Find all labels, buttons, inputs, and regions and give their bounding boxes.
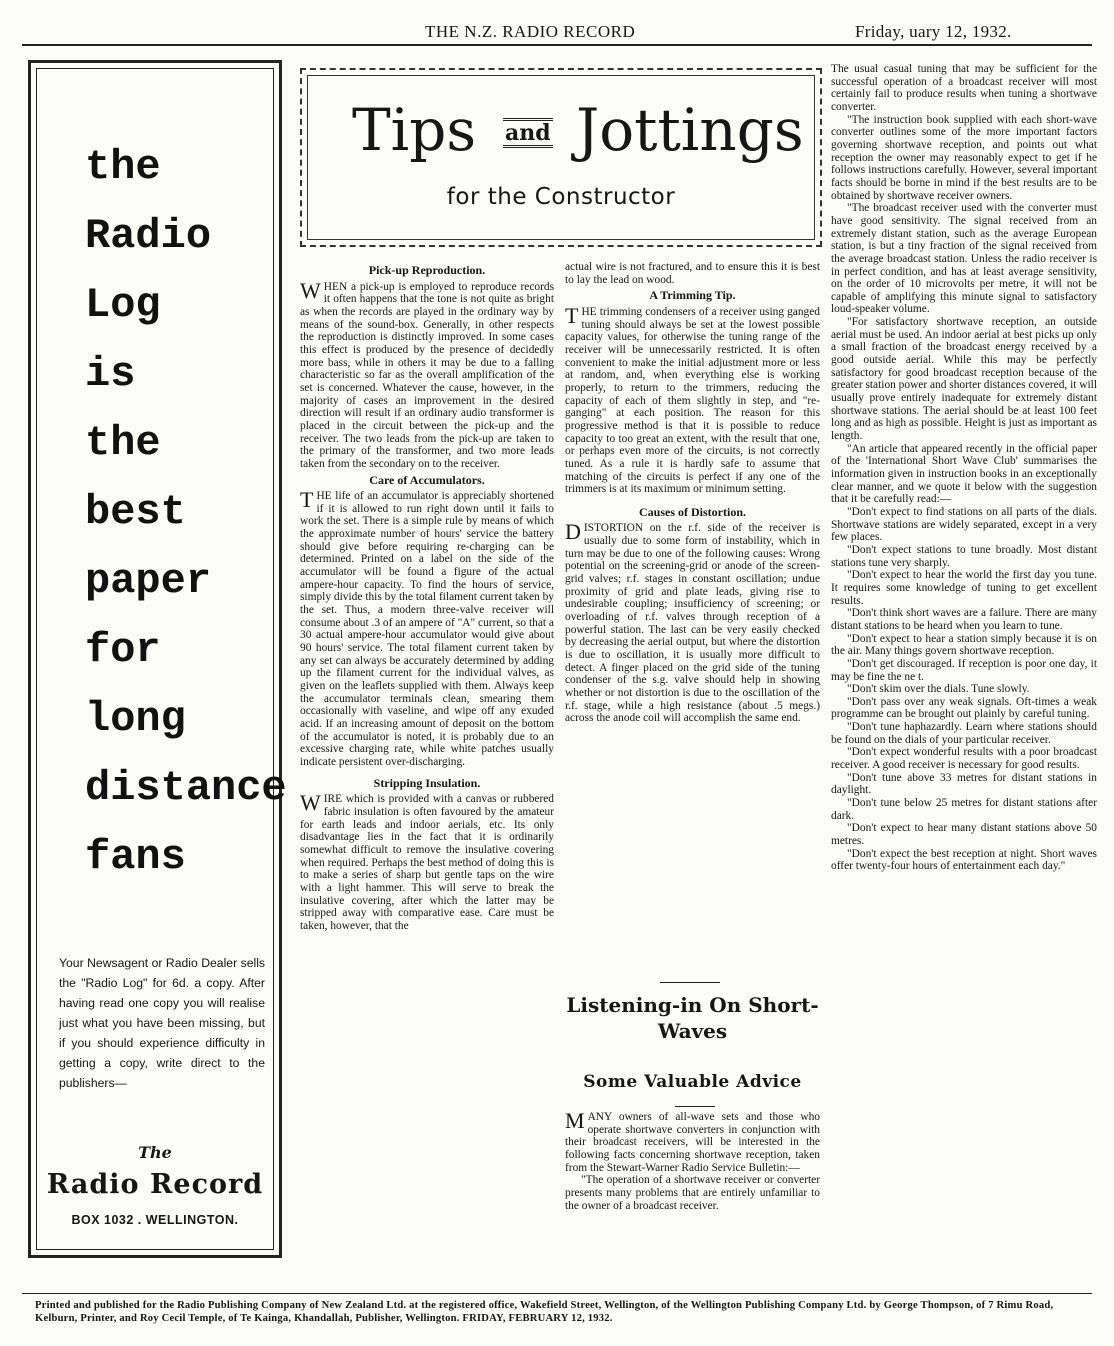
- drop-cap: T: [565, 302, 579, 328]
- section-heading: Care of Accumulators.: [369, 472, 485, 487]
- article-paragraph: "Don't get discouraged. If reception is poor one day, it may be fine the ne t.: [831, 657, 1097, 683]
- article-paragraph: [565, 519, 820, 725]
- advert-word: for: [85, 626, 161, 674]
- section-heading: Causes of Distortion.: [639, 504, 746, 519]
- section-heading: A Trimming Tip.: [649, 288, 736, 303]
- title-and: and: [505, 120, 551, 146]
- advert-word: paper: [85, 557, 212, 605]
- section-divider: [675, 1106, 715, 1107]
- advice-subheading: Some Valuable Advice: [583, 1072, 802, 1092]
- radio-log-advert: [28, 60, 287, 1258]
- column-3: [831, 63, 1097, 873]
- advert-body: Your Newsagent or Radio Dealer sells the "Radio Log" for 6d. a copy. After having read one copy you will realise just what you have been missing, but if you should experience difficulty in getting a copy, write direct to the publishers—: [59, 956, 265, 1090]
- advert-word: fans: [85, 833, 186, 881]
- advert-word: the: [85, 419, 161, 467]
- paragraph-text: HE trimming condensers of a receiver using ganged tuning should always be set at the lowest possible capacity values, for otherwise the tuning range of the receiver will be unnecessarily restricted. It is often convenient to make the initial adjustment more or less at random, and, when everything else is working properly, to return to the trimmers, reducing the capacity of each of them slightly in step, and "re-ganging" at each position. The reason for this progressive method is that it is possible to reduce capacity to too great an extent, with the result that one, or perhaps even more of the circuits, is not correctly tuned. As a rule it is hardly safe to assume that matching of the circuits is perfect if any one of the trimmers is at its maximum or minimum setting.: [565, 305, 820, 496]
- advert-word: distance: [85, 764, 287, 812]
- title-tips: Tips: [352, 96, 477, 164]
- advert-word: long: [85, 695, 186, 743]
- article-paragraph: "For satisfactory shortwave reception, an outside aerial must be used. An indoor aerial at best picks up only a small fraction of the broadcast energy received by a good outside aerial. While this may be perfectly satisfactory for good broadcast reception because of the greater station power and shorter distances covered, it will usually prove entirely inadequate for extremely distant shortwave stations. The aerial should be at least 100 feet long and as high as possible. Height is just as important as length.: [831, 316, 1098, 443]
- advert-word: Radio: [85, 212, 212, 260]
- header-rule: [22, 44, 1092, 46]
- title-subtitle: for the Constructor: [446, 184, 676, 210]
- column-2: [565, 261, 820, 725]
- section-heading: Pick-up Reproduction.: [368, 263, 486, 277]
- article-paragraph: "Don't tune above 33 metres for distant stations in daylight.: [831, 771, 1097, 797]
- article-paragraph: [565, 1108, 820, 1174]
- article-paragraph: "Don't expect to hear the world the first day you tune. It requires some knowledge of tuning to get excellent results.: [831, 569, 1097, 607]
- advert-headline: [85, 133, 287, 892]
- article-paragraph: [300, 487, 554, 768]
- section-heading: Stripping Insulation.: [373, 775, 481, 790]
- article-paragraph: "The broadcast receiver used with the converter must have good sensitivity. The signal received from an extremely distant station, such as the average European station, is but a tiny fraction of the signal received from the average broadcast station. Unless the radio receiver is in perfect condition, and has at least average sensitivity, on the order of 10 microvolts per metre, it will not be capable of amplifying this minute signal to satisfactory loud-speaker volume.: [831, 202, 1097, 316]
- drop-cap: T: [300, 487, 314, 513]
- title-box-inner: [307, 75, 815, 240]
- article-paragraph: "The operation of a shortwave receiver or converter presents many problems that are entirely unfamiliar to the owner of a broadcast receiver.: [565, 1174, 820, 1212]
- advert-the: The: [138, 1143, 172, 1162]
- title-jottings: Jottings: [576, 96, 804, 164]
- advert-brand: Radio Record: [46, 1169, 264, 1200]
- paragraph-text: ANY owners of all-wave sets and those who operate shortwave converters in conjunction with their broadcast receivers, will be interested in the following facts concerning shortwave reception, taken from the Stewart-Warner Radio Service Bulletin:—: [565, 1111, 820, 1174]
- article-paragraph: "Don't tune below 25 metres for distant stations after dark.: [831, 797, 1097, 822]
- title-box: [300, 68, 822, 247]
- article-paragraph: "Don't expect to hear a station simply because it is on the air. Many things govern shortwave reception.: [831, 632, 1097, 658]
- imprint-footer: Printed and published for the Radio Publishing Company of New Zealand Ltd. at the registered office, Wakefield Street, Wellington, of the Wellington Publishing Company Ltd. by George Thompson, of 7 Rimu Road, Kelburn, Printer, and Roy Cecil Temple, of Te Kainga, Khandallah, Publisher, Wellington. FRIDAY, FEBRUARY 12, 1932.: [35, 1300, 1054, 1324]
- issue-date: Friday, uary 12, 1932.: [855, 22, 1012, 41]
- drop-cap: W: [300, 277, 321, 303]
- article-paragraph: "The instruction book supplied with each short-wave converter outlines some of the more important factors governing shortwave reception, and points out what reception the owner may reasonably expect to get if he follows instructions carefully. However, several important facts should be borne in mind if the best results are to be obtained by shortwave receiver owners.: [831, 113, 1097, 202]
- advert-address: BOX 1032 . WELLINGTON.: [71, 1213, 239, 1227]
- article-paragraph: "An article that appeared recently in the official paper of the 'International Short Wave Club' summarises the information given in instruction books in an exceptionally clear manner, and we quote it below with the suggestion that it be carefully read:—: [831, 442, 1097, 506]
- article-paragraph: [300, 277, 554, 471]
- article-paragraph: "Don't skim over the dials. Tune slowly.: [847, 683, 1030, 696]
- listening-heading: Listening-in On Short-Waves: [566, 993, 819, 1043]
- paragraph-text: HEN a pick-up is employed to reproduce records it often happens that the tone is not quite as bright as when the records are played in the ordinary way by means of the sound-box. Generally, in other respects the reproduction is distinctly improved. In some cases this effect is produced by the presence of decidedly more bass, while in others it may be due to a falling characteristic so far as the overall amplification of the set is concerned. Whatever the cause, however, in the majority of cases an improvement in the desired direction will result if an ordinary audio transformer is placed in the circuit between the pick-up and the receiver. The two leads from the pick-up are taken to the primary of the transformer, and two more leads taken from the secondary on to the receiver.: [300, 280, 554, 470]
- article-paragraph: The usual casual tuning that may be sufficient for the successful operation of a broadcast receiver will most certainly fail to produce results when tuning a shortwave converter.: [831, 63, 1097, 113]
- footer-rule: [22, 1293, 1092, 1294]
- article-paragraph: actual wire is not fractured, and to ensure this it is best to lay the lead on wood.: [565, 261, 820, 286]
- paragraph-text: IRE which is provided with a canvas or rubbered fabric insulation is often favoured by the amateur for earth leads and indoor aerials, etc. Its only disadvantage lies in the fact that it is ordinarily somewhat difficult to remove the insulative covering when required. Perhaps the best method of doing this is to make a series of sharp but gentle taps on the wire with a light hammer. This will serve to break the insulative covering, after which the latter may be stripped away with comparative ease. Care must be taken, however, that the: [300, 793, 554, 932]
- drop-cap: D: [565, 519, 581, 545]
- drop-cap: M: [565, 1108, 585, 1133]
- column-1: [300, 261, 554, 932]
- section-divider: [660, 982, 720, 983]
- article-paragraph: "Don't expect the best reception at night. Short waves offer twenty-four hours of entertainment each day.": [831, 847, 1097, 873]
- article-paragraph: [300, 790, 554, 932]
- advert-word: Log: [85, 281, 161, 329]
- article-paragraph: "Don't expect to hear many distant stations above 50 metres.: [831, 822, 1097, 848]
- article-paragraph: "Don't tune haphazardly. Learn where stations should be found on the dials of your particular receiver.: [831, 721, 1097, 746]
- column-2-continued: [565, 1108, 820, 1212]
- drop-cap: W: [300, 790, 321, 816]
- article-paragraph: "Don't think short waves are a failure. There are many distant stations to be heard when you learn to tune.: [831, 607, 1097, 632]
- publication-title: THE N.Z. RADIO RECORD: [425, 22, 636, 41]
- advert-word: best: [85, 488, 186, 536]
- article-paragraph: [565, 302, 820, 496]
- paragraph-text: ISTORTION on the r.f. side of the receiver is usually due to some form of instability, which in turn may be due to one of the following causes: Wrong potential on the screening-grid or anode of the screen-grid valves; r.f. stages in constant oscillation; undue proximity of grid and plate leads, giving rise to undesirable coupling; insufficiency of screening; or overloading of r.f. valves through reception of a powerful station. The last can be very easily checked by decreasing the aerial output, but where the distortion is due to oscillation, it is usually more difficult to detect. A finger placed on the grid side of the tuning condenser of the s.g. valve should help in showing whether or not distortion is due to the oscillation of the r.f. stage, while a high resistance (about .5 megs.) across the anode coil will accomplish the same end.: [565, 522, 820, 725]
- paragraph-text: HE life of an accumulator is appreciably shortened if it is allowed to run right down until it fails to work the set. There is a simple rule by means of which the approximate number of hours' service the battery should give before requiring re-charging can be determined. Printed on a label on the side of the accumulator will be found a figure of the actual ampere-hour capacity. To find the hours of service, simply divide this by the total filament current taken by the set. Thus, a modern three-valve receiver will consume about .3 of an ampere of "A" current, so that a 30 actual ampere-hour accumulator would give about 90 hours' service. The total filament current taken by any set can always be accurately determined by adding up the filament current for the individual valves, as given on the leaflets supplied with them. Always keep the accumulator terminals clean, smearing them occasionally with vaseline, and wipe off any exuded acid. If an increasing amount of deposit on the bottom of the accumulator is noted, it is probably due to an excessive charging rate, while white patches usually indicate persistent over-discharging.: [300, 490, 554, 768]
- advert-word: the: [85, 143, 161, 191]
- article-paragraph: "Don't pass over any weak signals. Oft-times a weak programme can be brought out plainly by careful tuning.: [831, 695, 1097, 721]
- advert-word: is: [85, 350, 136, 398]
- article-paragraph: "Don't expect stations to tune broadly. Most distant stations tune very sharply.: [831, 543, 1097, 569]
- article-paragraph: "Don't expect wonderful results with a poor broadcast receiver. A good receiver is necessary for good results.: [831, 746, 1097, 772]
- article-paragraph: "Don't expect to find stations on all parts of the dials. Shortwave stations are widely separated, except in a very few places.: [831, 505, 1097, 544]
